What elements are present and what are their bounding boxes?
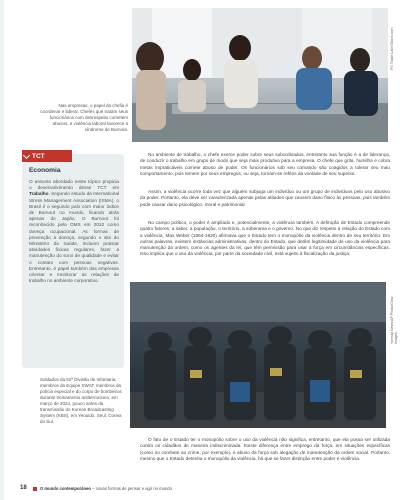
main-paragraph-2: Assim, a violência ocorre toda vez que alguém subjuga um indivíduo ou um grupo de indivíduos pelo uso abusivo do poder. Portanto, ela deve ser caracterizada apenas pelas atitudes que causem dano físico às pessoas, pois também pode causar dano psicológico, moral e patrimonial. <box>140 189 390 207</box>
photo-caption-bottom: Soldados da 52ª Divisão de Infantaria, membros da Equipe SWAT, membros da polícia especial e do corpo de bombeiros durante treinamento antiterrorismo, em março de 2024, pouco antes da transmissão do Korean Broadcasting System (KBS), em Yeouido, Seul, Coreia do Sul. <box>40 377 122 424</box>
footer-book-title: O mundo contemporâneo – novas formas de pensar e agir no mundo <box>40 486 172 491</box>
main-paragraph-3: No campo político, o poder é ampliado e, potencialmente, a violência também. A definição de Estado compreende quatro fatores: a saber, a população, o território, a soberania e o governo. No que diz respeito à relação do Estado com a violência, Max Weber (1864-1920) afirmava que o Estado tem o monopólio da violência dentro de seu território. Em outras palavras, existem instâncias administrativas, dentro do Estado, que detêm legitimidade de uso da violência para manutenção da ordem, como os agentes da lei, que têm permissão para usar a força em circunstâncias específicas. Isso implica que o uso da violência, por parte da sociedade civil, está sujeito à fiscalização da justiça. <box>140 220 390 257</box>
tct-tag <box>22 150 72 162</box>
tct-title: Economia <box>29 167 61 174</box>
page-number: 18 <box>20 485 27 491</box>
photo-credit-bottom: Yonhap News/AP Photo/Glow Images <box>390 296 398 344</box>
check-icon <box>23 152 30 159</box>
main-paragraph-1: No ambiente de trabalho, o chefe exerce poder sobre seus subordinados, entretanto sua função é a de liderança, de conduzir o trabalho em grupo de modo que seja mais produtivo para a empresa. O chefe que grita, humilha e cobra metas impraticáveis comete abuso de poder. Os funcionários sob seu comando são coagidos a tolerar seu mau comportamento, pois temem por seus empregos, ou seja, tornam-se reféns da vontade de seu superior. <box>140 152 390 176</box>
page-edge-bar <box>0 0 4 500</box>
main-paragraph-4: O fato de o Estado ter o monopólio sobre o uso da violência não significa, entretanto, que ela possa ser utilizada contra os cidadãos de maneira indiscriminada. Existe diferença entre emprego da força, em situações específicas (como no combate ao crime, por exemplo), e abuso da força sob alegação de manutenção da ordem social. Portanto, mesmo que o Estado detenha o monopólio da violência, há que se fazer distinção entre poder e violência. <box>140 437 390 461</box>
photo-credit-top: FG Trade Latin/iStock.com <box>390 27 394 70</box>
tct-body: O assunto abordado neste tópico propicia o desenvolvimento desse TCT em Trabalho. Segundo estudo da International Stress Management Association (ISMA), o Brasil é o segundo país com maior índice de Burnout no mundo, ficando atrás apenas do Japão. O Burnout foi reconhecido pela OMS em 2022 como doença ocupacional. As formas de prevenção à doença, segundo o site do Ministério da Saúde, incluem praticar atividades físicas regulares, fazer a manutenção do sono de qualidade e evitar o contato com pessoas negativas. Entretanto, é papel também das empresas orientar e monitorar as relações de trabalho no ambiente corporativo. <box>29 179 119 284</box>
photo-caption-top: Nas empresas, o papel da chefia é coordenar e liderar. Chefes que tratam seus funcionários com desrespeito cometem abusos, e violência laboral favorece a síndrome de Burnout. <box>40 103 128 132</box>
soldiers-training-photo <box>130 282 386 428</box>
tct-body-highlight: Trabalho <box>29 191 49 197</box>
footer-marker <box>33 487 37 491</box>
office-meeting-photo <box>132 8 388 142</box>
tct-tag-label: TCT <box>32 152 45 160</box>
